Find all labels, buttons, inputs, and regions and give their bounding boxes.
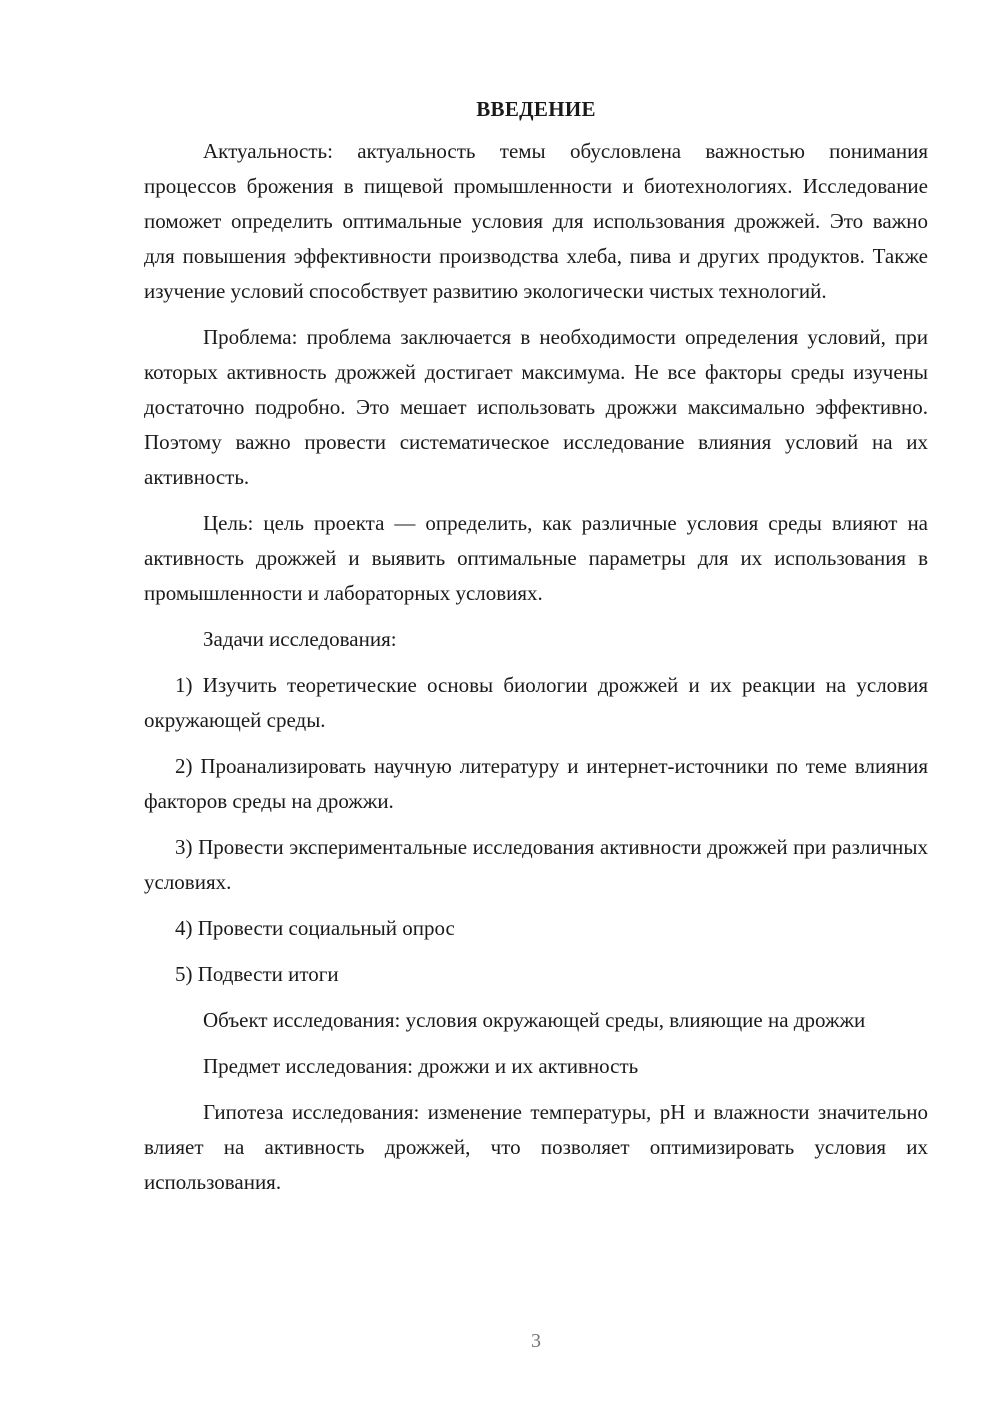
task-item: 1) Изучить теоретические основы биологии дрожжей и их реакции на условия окружающей среды. — [144, 673, 928, 732]
paragraph-subject: Предмет исследования: дрожжи и их активность — [203, 1054, 639, 1078]
paragraph-goal: Цель: цель проекта — определить, как различные условия среды влияют на активность дрожжей и выявить оптимальные параметры для их использования в промышленности и лабораторных условиях. — [144, 511, 928, 605]
document-page — [144, 92, 928, 1211]
page-number: 3 — [531, 1330, 541, 1352]
task-item: 2) Проанализировать научную литературу и интернет-источники по теме влияния факторов среды на дрожжи. — [144, 754, 928, 813]
paragraph-relevance: Актуальность: актуальность темы обусловлена важностью понимания процессов брожения в пищевой промышленности и биотехнологиях. Исследование поможет определить оптимальные условия для использования дрожжей. Это важно для повышения эффективности производства хлеба, пива и других продуктов. Также изучение условий способствует развитию экологически чистых технологий. — [144, 139, 928, 303]
paragraph-hypothesis: Гипотеза исследования: изменение температуры, pH и влажности значительно влияет на активность дрожжей, что позволяет оптимизировать условия их использования. — [144, 1100, 928, 1194]
paragraph-problem: Проблема: проблема заключается в необходимости определения условий, при которых активность дрожжей достигает максимума. Не все факторы среды изучены достаточно подробно. Это мешает использовать дрожжи максимально эффективно. Поэтому важно провести систематическое исследование влияния условий на их активность. — [144, 325, 928, 489]
task-item: 4) Провести социальный опрос — [175, 916, 455, 940]
tasks-heading: Задачи исследования: — [203, 627, 397, 651]
task-item: 5) Подвести итоги — [175, 962, 339, 986]
task-item: 3) Провести экспериментальные исследования активности дрожжей при различных условиях. — [144, 835, 928, 894]
paragraph-object: Объект исследования: условия окружающей среды, влияющие на дрожжи — [203, 1008, 866, 1032]
section-title: ВВЕДЕНИЕ — [476, 97, 596, 121]
